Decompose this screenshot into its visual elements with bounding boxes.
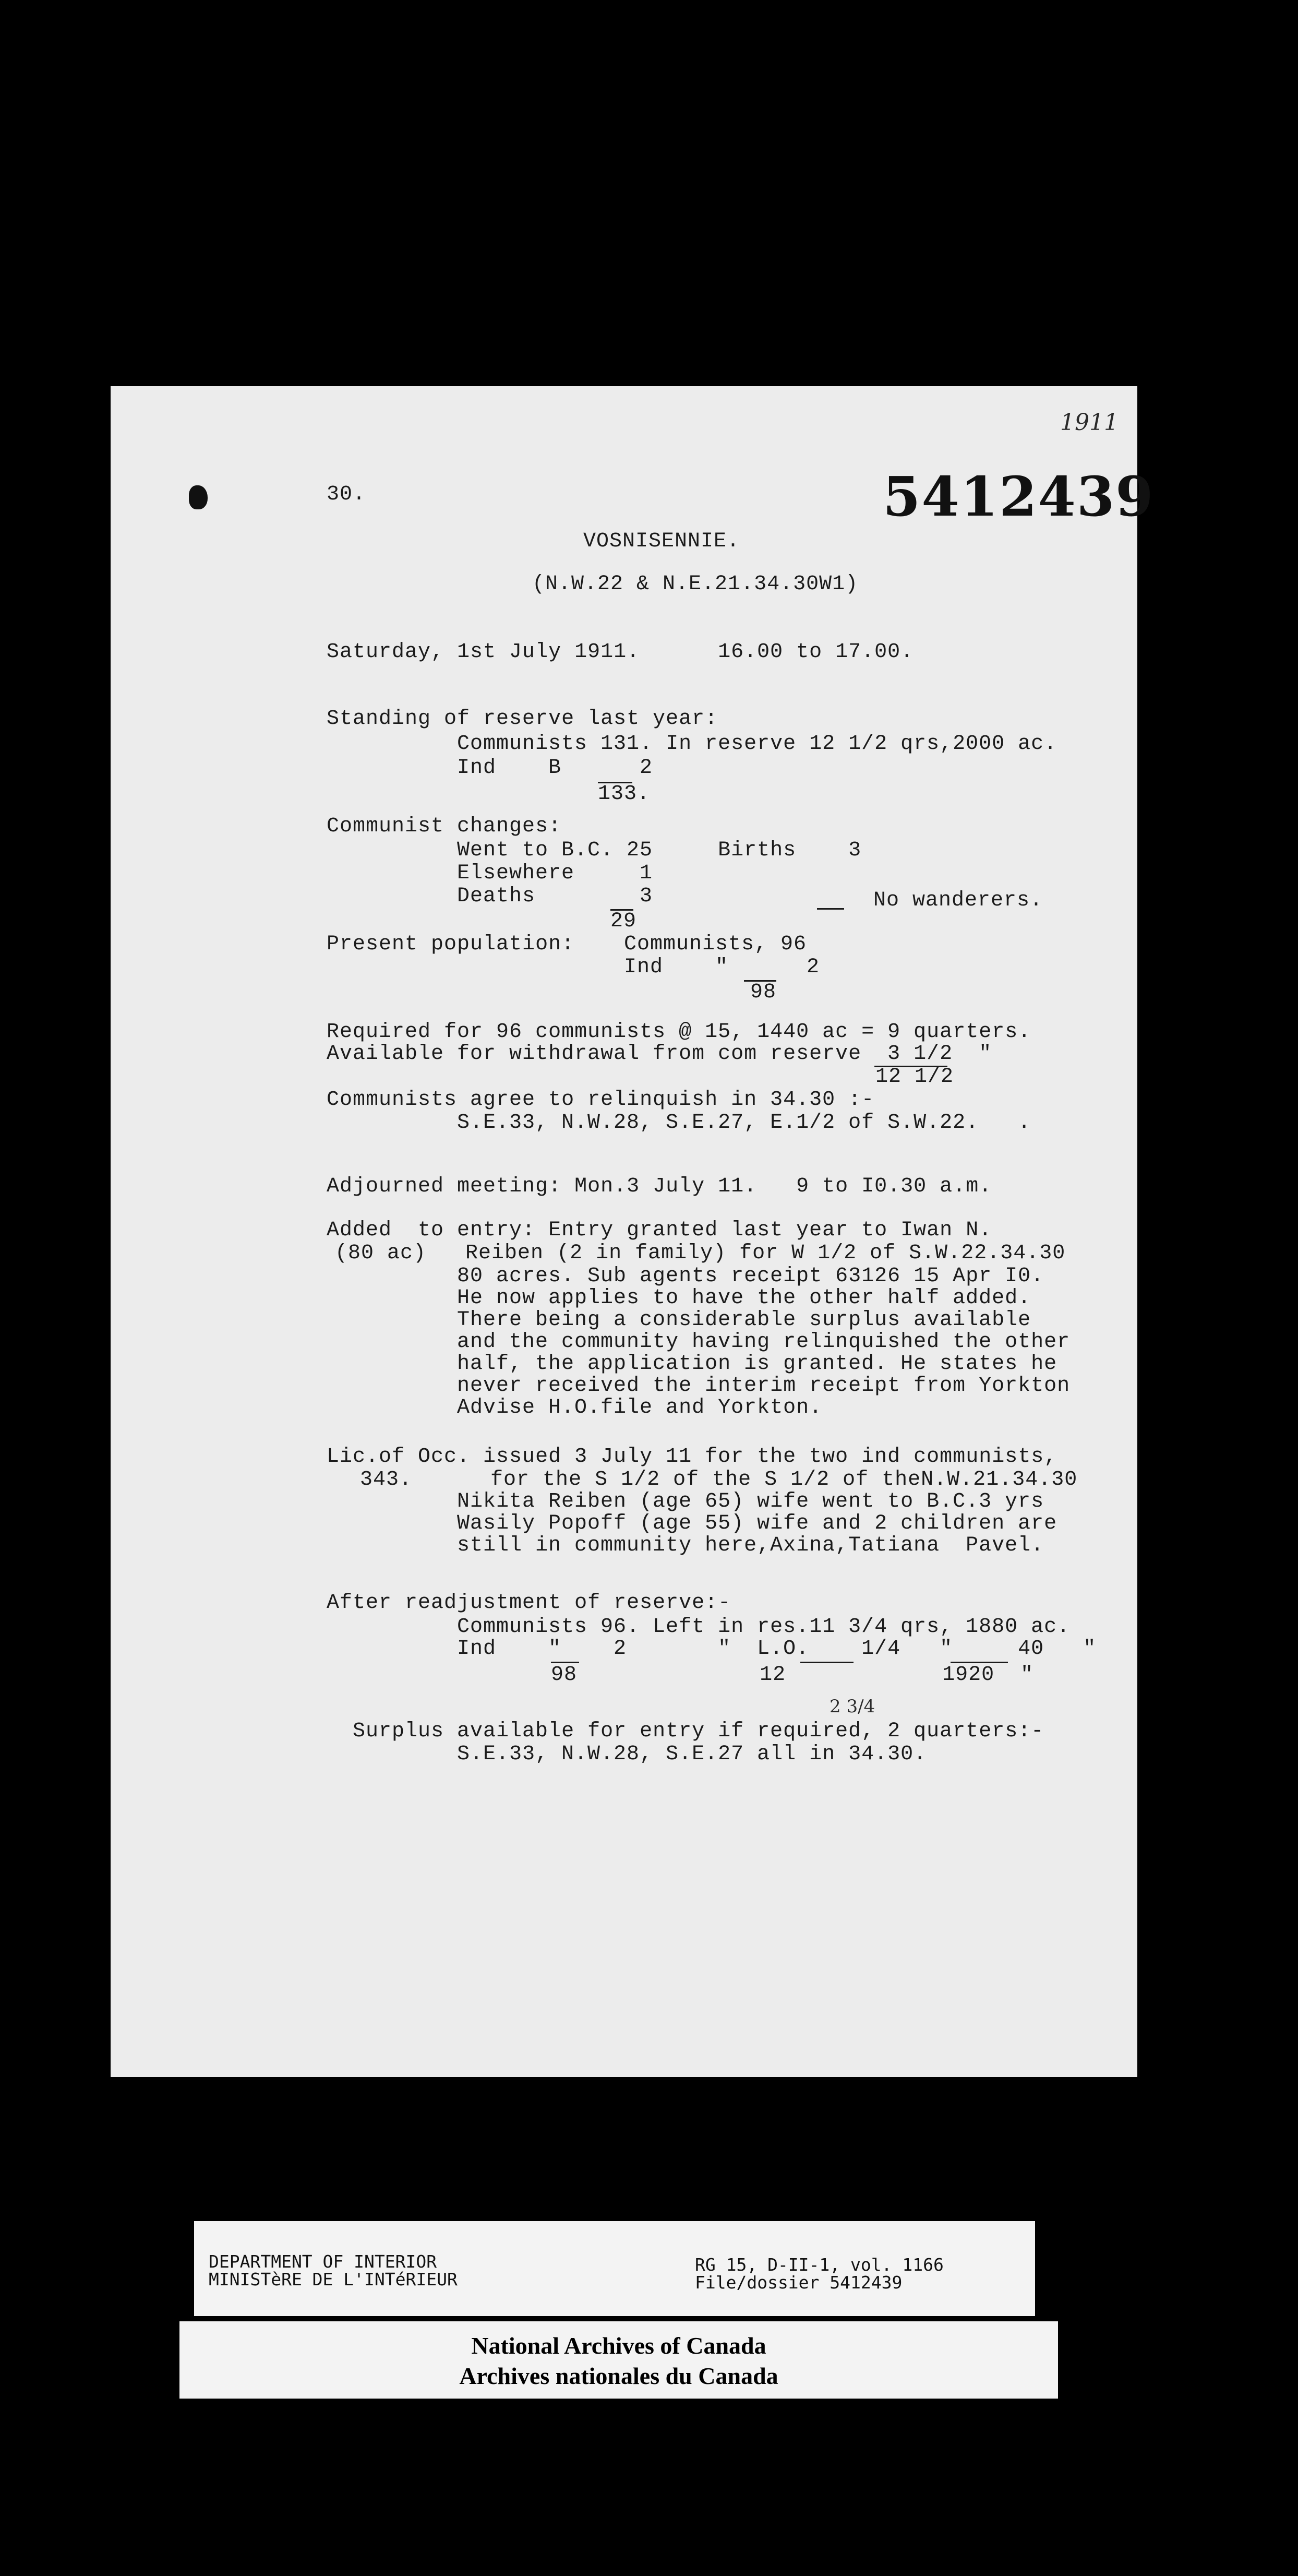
file-dossier-ref: File/dossier 5412439 — [695, 2272, 903, 2293]
available-total: 12 1/2 — [875, 1065, 954, 1089]
present-heading: Present population: — [327, 933, 575, 956]
licence-line: Wasily Popoff (age 55) wife and 2 children are — [457, 1512, 1057, 1535]
punch-hole-mark — [189, 485, 208, 509]
present-communists: Communists, 96 — [624, 933, 807, 956]
standing-heading: Standing of reserve last year: — [327, 707, 718, 731]
changes-deaths: Deaths 3 — [457, 885, 653, 908]
record-group-ref: RG 15, D-II-1, vol. 1166 — [695, 2255, 944, 2275]
changes-heading: Communist changes: — [327, 815, 562, 838]
dash-rule — [817, 908, 844, 910]
location-subtitle: (N.W.22 & N.E.21.34.30W1) — [532, 573, 859, 596]
changes-total: 29 — [610, 910, 637, 933]
archives-name-french: Archives nationales du Canada — [459, 2363, 778, 2389]
no-wanderers: No wanderers. — [873, 889, 1043, 912]
readjustment-heading: After readjustment of reserve:- — [327, 1591, 731, 1615]
changes-went-bc: Went to B.C. 25 Births 3 — [457, 839, 862, 862]
available-line: Available for withdrawal from com reserve 3 1/2 " — [327, 1042, 992, 1066]
department-english: DEPARTMENT OF INTERIOR — [209, 2251, 437, 2272]
relinquish-list: S.E.33, N.W.28, S.E.27, E.1/2 of S.W.22. . — [457, 1111, 1031, 1135]
readjustment-totals: 98 12 1920 " — [551, 1663, 1034, 1687]
surplus-line: Surplus available for entry if required, 2 quarters:- — [353, 1720, 1044, 1743]
added-entry-line: never received the interim receipt from Yorkton — [457, 1374, 1071, 1398]
meeting-date: Saturday, 1st July 1911. 16.00 to 17.00. — [327, 640, 914, 664]
licence-line: Nikita Reiben (age 65) wife went to B.C.3 yrs — [457, 1490, 1044, 1513]
added-entry-line: (80 ac) Reiben (2 in family) for W 1/2 of S.W.22.34.30 — [335, 1242, 1066, 1265]
added-entry-line: He now applies to have the other half added. — [457, 1286, 1031, 1310]
archive-reference-label — [194, 2221, 1035, 2316]
readjustment-line: Ind " 2 " L.O. 1/4 " 40 " — [457, 1637, 1097, 1661]
added-entry-line: 80 acres. Sub agents receipt 63126 15 Apr I0. — [457, 1265, 1044, 1288]
added-entry-line: Added to entry: Entry granted last year to Iwan N. — [327, 1219, 992, 1242]
handwritten-correction: 2 3/4 — [830, 1696, 875, 1717]
document-page — [111, 386, 1155, 2077]
added-entry-line: half, the application is granted. He states he — [457, 1352, 1057, 1376]
handwritten-year: 1911 — [1060, 409, 1119, 436]
archives-banner — [179, 2321, 1058, 2399]
licence-line: still in community here,Axina,Tatiana Pavel. — [457, 1534, 1044, 1557]
page-title: VOSNISENNIE. — [583, 530, 740, 553]
standing-ind: Ind B 2 — [457, 756, 653, 780]
present-ind: Ind " 2 — [624, 956, 820, 979]
surplus-line: S.E.33, N.W.28, S.E.27 all in 34.30. — [457, 1743, 927, 1766]
standing-communists: Communists 131. In reserve 12 1/2 qrs,2000 ac. — [457, 732, 1057, 756]
licence-line: Lic.of Occ. issued 3 July 11 for the two ind communists, — [327, 1445, 1057, 1469]
standing-total: 133. — [598, 782, 651, 806]
added-entry-line: Advise H.O.file and Yorkton. — [457, 1396, 823, 1420]
department-french: MINISTèRE DE L'INTéRIEUR — [209, 2269, 458, 2289]
page-number: 30. — [327, 483, 366, 506]
added-entry-line: There being a considerable surplus available — [457, 1308, 1031, 1332]
added-entry-line: and the community having relinquished the other — [457, 1330, 1071, 1354]
relinquish-line: Communists agree to relinquish in 34.30 :- — [327, 1088, 875, 1112]
licence-line: 343. for the S 1/2 of the S 1/2 of theN.W.21.34.30 — [360, 1468, 1078, 1492]
readjustment-line: Communists 96. Left in res.11 3/4 qrs, 1880 ac. — [457, 1615, 1071, 1639]
adjourned-line: Adjourned meeting: Mon.3 July 11. 9 to I0.30 a.m. — [327, 1175, 992, 1198]
required-line: Required for 96 communists @ 15, 1440 ac = 9 quarters. — [327, 1020, 1031, 1044]
archives-name-english: National Archives of Canada — [471, 2332, 766, 2359]
present-total: 98 — [750, 981, 777, 1004]
changes-elsewhere: Elsewhere 1 — [457, 862, 653, 885]
file-number-stamp: 5412439 — [883, 464, 1155, 529]
